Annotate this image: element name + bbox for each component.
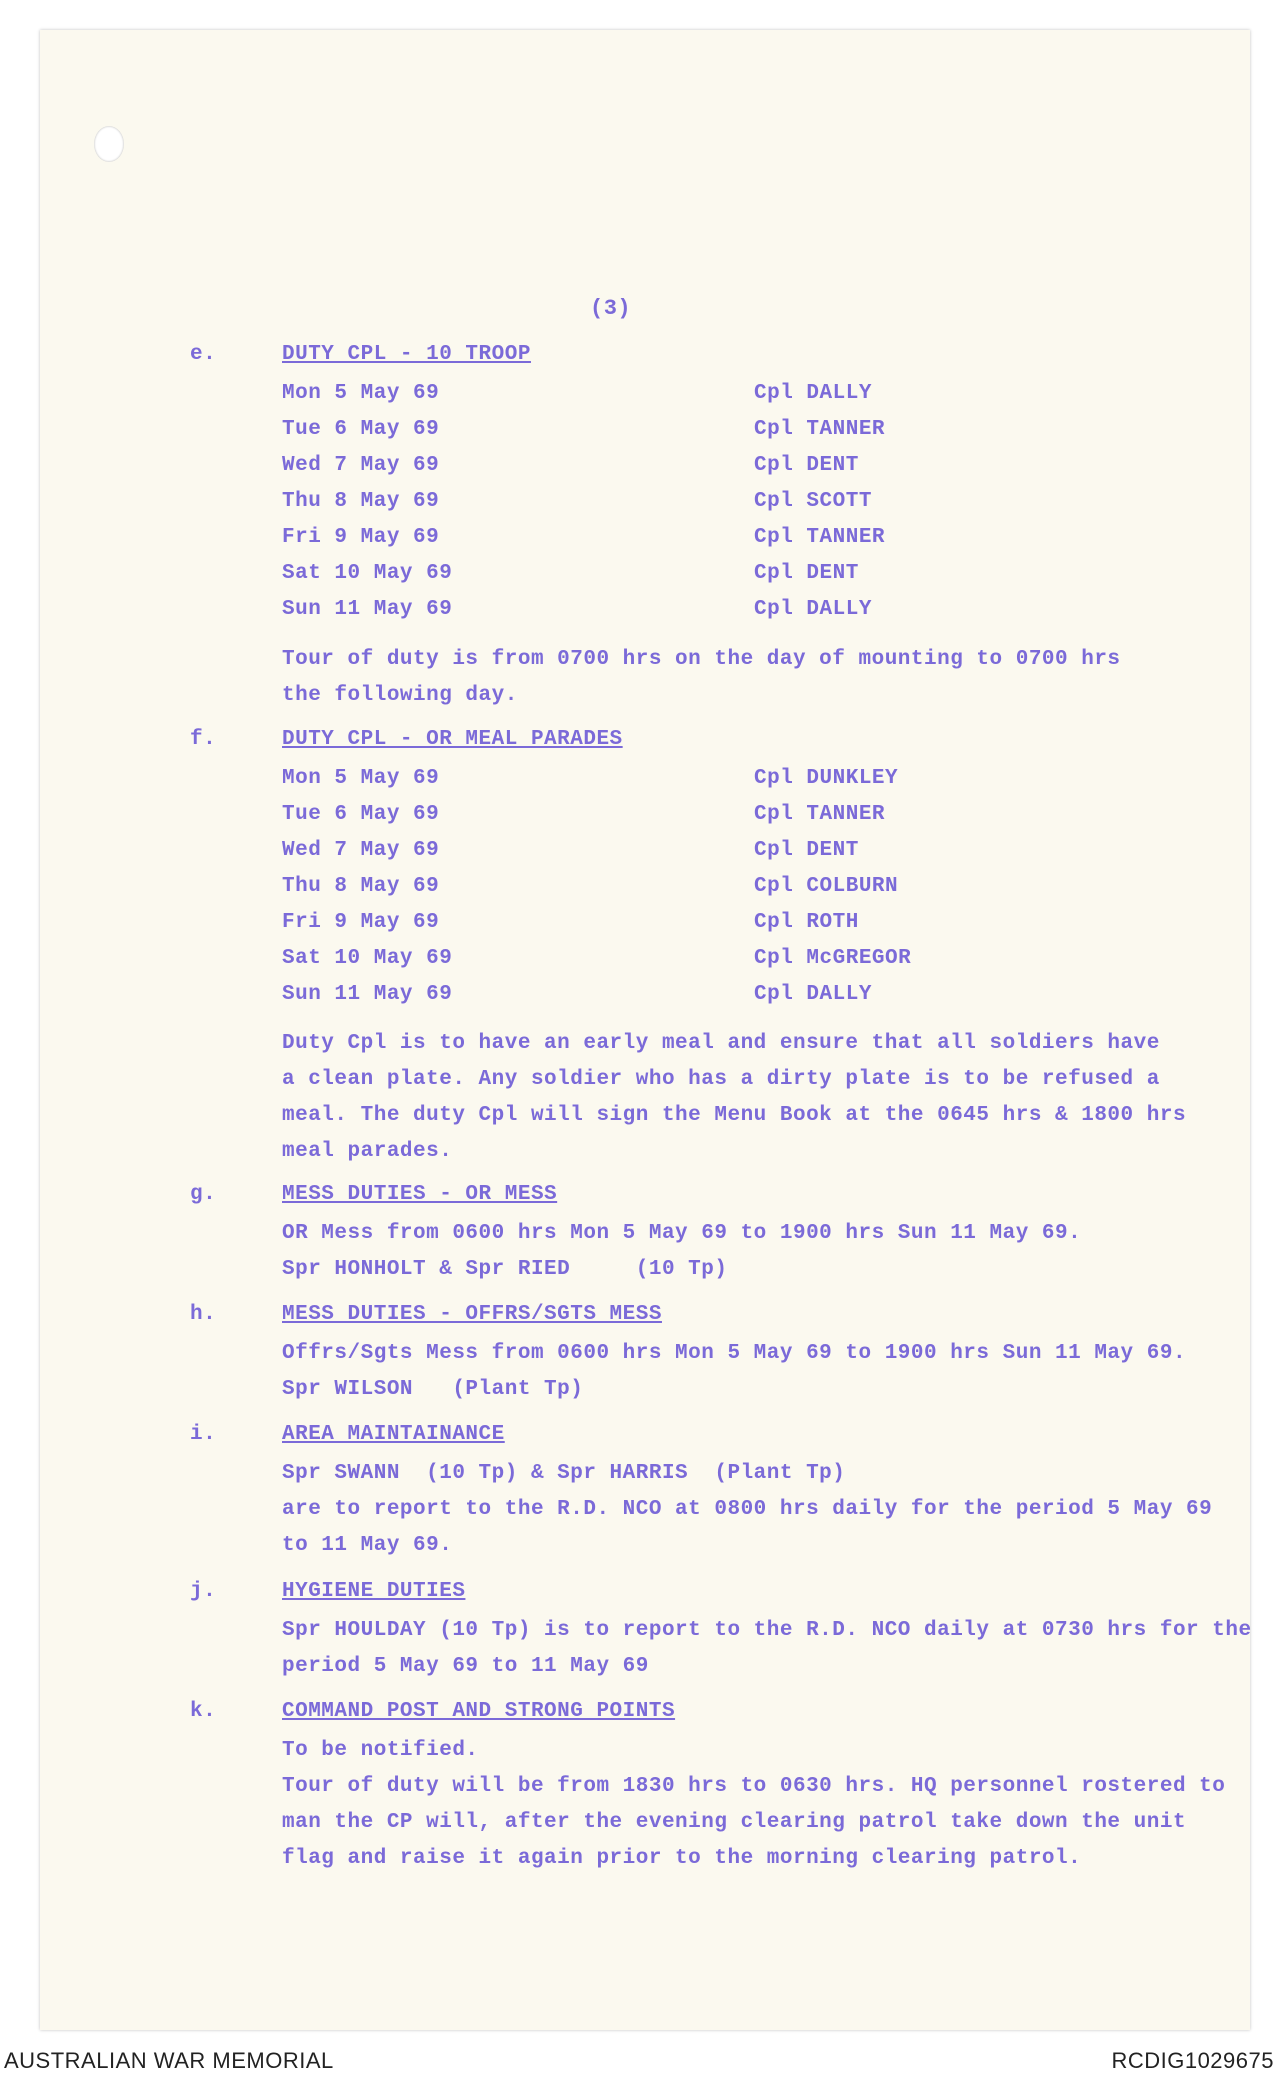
roster-row <box>282 761 982 797</box>
roster-row <box>282 797 982 833</box>
roster-row <box>282 448 982 484</box>
roster-date: Mon 5 May 69 <box>282 382 440 405</box>
note-line: a clean plate. Any soldier who has a dirty plate is to be refused a <box>282 1068 1160 1091</box>
roster-date: Sun 11 May 69 <box>282 983 453 1006</box>
roster-row <box>282 412 982 448</box>
body-line: period 5 May 69 to 11 May 69 <box>282 1655 649 1678</box>
body-line: Spr HOULDAY (10 Tp) is to report to the R.D. NCO daily at 0730 hrs for the <box>282 1619 1252 1642</box>
roster-date: Thu 8 May 69 <box>282 490 440 513</box>
body-line: Spr WILSON (Plant Tp) <box>282 1378 584 1401</box>
section-i-title: AREA MAINTAINANCE <box>282 1423 505 1446</box>
roster-date: Tue 6 May 69 <box>282 418 440 441</box>
section-g-body <box>282 1216 1162 1288</box>
roster-name: Cpl COLBURN <box>754 875 899 898</box>
roster-row <box>282 941 982 977</box>
note-line: the following day. <box>282 684 518 707</box>
section-h-body <box>282 1336 1187 1408</box>
body-line: Spr HONHOLT & Spr RIED (10 Tp) <box>282 1258 728 1281</box>
roster-row <box>282 556 982 592</box>
roster-name: Cpl ROTH <box>754 911 859 934</box>
roster-date: Thu 8 May 69 <box>282 875 440 898</box>
page-number: (3) <box>590 296 632 321</box>
roster-name: Cpl DALLY <box>754 598 872 621</box>
roster-name: Cpl DALLY <box>754 382 872 405</box>
section-f-letter: f. <box>190 728 217 751</box>
roster-name: Cpl DENT <box>754 454 859 477</box>
section-f-note <box>282 1026 1187 1170</box>
body-line: flag and raise it again prior to the morning clearing patrol. <box>282 1847 1082 1870</box>
roster-name: Cpl DENT <box>754 839 859 862</box>
roster-name: Cpl DALLY <box>754 983 872 1006</box>
roster-row <box>282 376 982 412</box>
section-f-title: DUTY CPL - OR MEAL PARADES <box>282 728 623 751</box>
section-j-body <box>282 1613 1252 1685</box>
body-line: To be notified. <box>282 1739 479 1762</box>
note-line: Duty Cpl is to have an early meal and ensure that all soldiers have <box>282 1032 1160 1055</box>
body-line: Spr SWANN (10 Tp) & Spr HARRIS (Plant Tp) <box>282 1462 846 1485</box>
body-line: Offrs/Sgts Mess from 0600 hrs Mon 5 May 69 to 1900 hrs Sun 11 May 69. <box>282 1342 1187 1365</box>
roster-date: Mon 5 May 69 <box>282 767 440 790</box>
roster-date: Tue 6 May 69 <box>282 803 440 826</box>
roster-date: Sun 11 May 69 <box>282 598 453 621</box>
section-j-letter: j. <box>190 1580 217 1603</box>
section-e-note <box>282 642 1162 714</box>
section-j-title: HYGIENE DUTIES <box>282 1580 466 1603</box>
body-line: are to report to the R.D. NCO at 0800 hrs daily for the period 5 May 69 <box>282 1498 1213 1521</box>
body-line: man the CP will, after the evening clearing patrol take down the unit <box>282 1811 1187 1834</box>
body-line: OR Mess from 0600 hrs Mon 5 May 69 to 1900 hrs Sun 11 May 69. <box>282 1222 1082 1245</box>
section-g-title: MESS DUTIES - OR MESS <box>282 1183 558 1206</box>
roster-name: Cpl DUNKLEY <box>754 767 899 790</box>
record-id: RCDIG1029675 <box>1111 2048 1274 2073</box>
roster-row <box>282 592 982 628</box>
body-line: to 11 May 69. <box>282 1534 453 1557</box>
roster-date: Sat 10 May 69 <box>282 562 453 585</box>
roster-date: Fri 9 May 69 <box>282 911 440 934</box>
roster-date: Wed 7 May 69 <box>282 454 440 477</box>
section-e-title: DUTY CPL - 10 TROOP <box>282 343 531 366</box>
roster-date: Sat 10 May 69 <box>282 947 453 970</box>
note-line: meal parades. <box>282 1140 453 1163</box>
roster-name: Cpl TANNER <box>754 418 886 441</box>
body-line: Tour of duty will be from 1830 hrs to 0630 hrs. HQ personnel rostered to <box>282 1775 1226 1798</box>
roster-row <box>282 977 982 1013</box>
roster-name: Cpl TANNER <box>754 803 886 826</box>
section-i-letter: i. <box>190 1423 217 1446</box>
section-e-roster <box>282 376 982 628</box>
note-line: Tour of duty is from 0700 hrs on the day of mounting to 0700 hrs <box>282 648 1121 671</box>
roster-row <box>282 484 982 520</box>
roster-name: Cpl DENT <box>754 562 859 585</box>
roster-name: Cpl McGREGOR <box>754 947 912 970</box>
note-line: meal. The duty Cpl will sign the Menu Book at the 0645 hrs & 1800 hrs <box>282 1104 1187 1127</box>
section-h-letter: h. <box>190 1303 217 1326</box>
roster-date: Wed 7 May 69 <box>282 839 440 862</box>
section-f-roster <box>282 761 982 1013</box>
section-e-letter: e. <box>190 343 217 366</box>
roster-row <box>282 905 982 941</box>
archive-credit: AUSTRALIAN WAR MEMORIAL <box>4 2048 334 2073</box>
section-h-title: MESS DUTIES - OFFRS/SGTS MESS <box>282 1303 662 1326</box>
section-k-title: COMMAND POST AND STRONG POINTS <box>282 1700 676 1723</box>
section-g-letter: g. <box>190 1183 217 1206</box>
roster-row <box>282 833 982 869</box>
roster-row <box>282 520 982 556</box>
roster-name: Cpl TANNER <box>754 526 886 549</box>
section-i-body <box>282 1456 1213 1564</box>
section-k-letter: k. <box>190 1700 217 1723</box>
roster-row <box>282 869 982 905</box>
roster-name: Cpl SCOTT <box>754 490 872 513</box>
roster-date: Fri 9 May 69 <box>282 526 440 549</box>
section-k-body <box>282 1733 1226 1877</box>
